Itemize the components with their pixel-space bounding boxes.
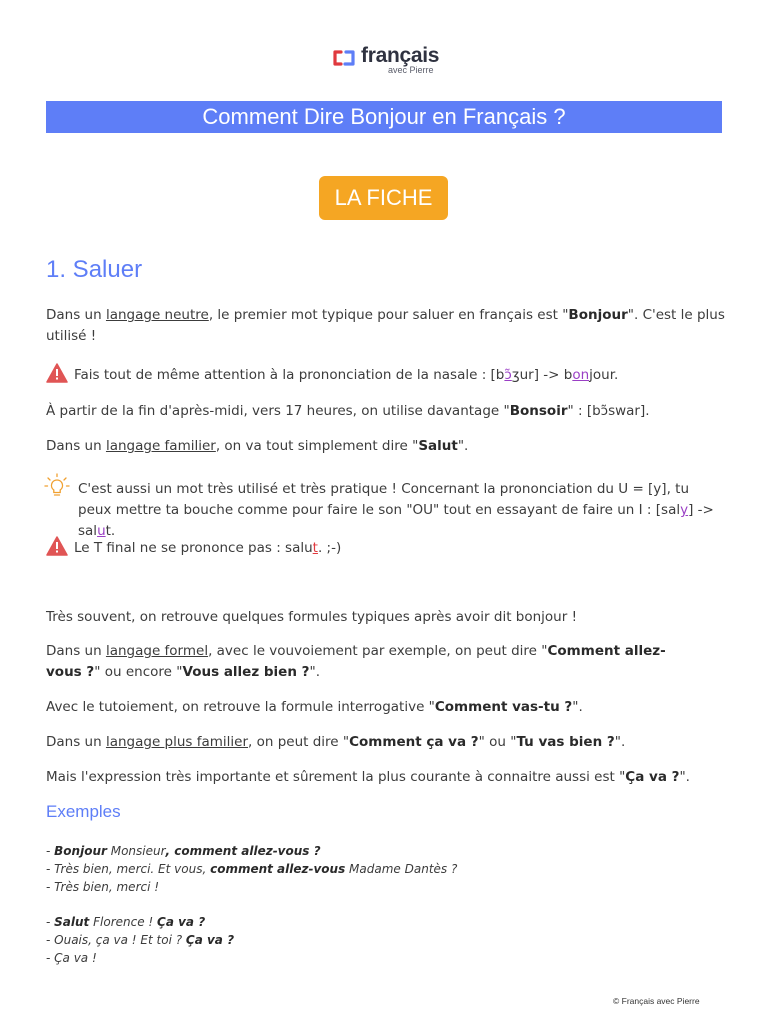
examples-heading: Exemples xyxy=(46,802,121,821)
warning-icon xyxy=(46,363,68,383)
term-langage-neutre: langage neutre xyxy=(105,307,209,323)
logo-subtitle: avec Pierre xyxy=(388,65,434,75)
paragraph-formules: Très souvent, on retrouve quelques formules typiques après avoir dit bonjour ! xyxy=(46,609,577,625)
paragraph-tutoiement: Avec le tutoiement, on retrouve la formule interrogative "Comment vas-tu ?". xyxy=(46,699,583,715)
term-langage-formel: langage formel xyxy=(105,643,209,659)
term-langage-familier: langage familier xyxy=(105,438,216,454)
example-line: - Ouais, ça va ! Et toi ? Ça va ? xyxy=(46,933,235,947)
example-line: - Très bien, merci. Et vous, comment allez-vous Madame Dantès ? xyxy=(46,862,458,876)
paragraph-bonsoir: À partir de la fin d'après-midi, vers 17 heures, on utilise davantage "Bonsoir" : [bɔ̃swar]. xyxy=(46,403,650,419)
brand-logo xyxy=(332,46,442,76)
logo-word: français xyxy=(361,44,440,67)
paragraph-formel: Dans un langage formel, avec le vouvoiement par exemple, on peut dire "Comment allez-vous ?" ou encore "Vous allez bien ?". xyxy=(46,643,666,680)
lightbulb-icon xyxy=(43,472,71,500)
paragraph-bonjour: Dans un langage neutre, le premier mot typique pour saluer en français est "Bonjour". C'est le plus utilisé ! xyxy=(46,307,725,344)
example-line: - Ça va ! xyxy=(46,951,97,965)
page-title: Comment Dire Bonjour en Français ? xyxy=(46,101,722,133)
warning-t-final: Le T final ne se prononce pas : salut. ;-) xyxy=(74,540,342,556)
section-heading-saluer: 1. Saluer xyxy=(46,256,143,283)
example-line: - Très bien, merci ! xyxy=(46,880,160,894)
warning-icon xyxy=(46,536,68,556)
tip-prononciation-u: C'est aussi un mot très utilisé et très pratique ! Concernant la prononciation du U = [y], tu peux mettre ta bouche comme pour faire le son "OU" tout en essayant de faire un I : [saly] -> salut. xyxy=(78,481,714,539)
paragraph-plus-familier: Dans un langage plus familier, on peut dire "Comment ça va ?" ou "Tu vas bien ?". xyxy=(46,734,626,750)
fiche-badge: LA FICHE xyxy=(319,176,448,220)
example-line: - Bonjour Monsieur, comment allez-vous ? xyxy=(46,844,321,858)
example-line: - Salut Florence ! Ça va ? xyxy=(46,915,206,929)
logo-brackets-icon xyxy=(332,50,356,66)
footer-copyright: © Français avec Pierre xyxy=(613,996,700,1006)
term-langage-plus-familier: langage plus familier xyxy=(105,734,249,750)
paragraph-salut: Dans un langage familier, on va tout simplement dire "Salut". xyxy=(46,438,469,454)
warning-nasale: Fais tout de même attention à la prononciation de la nasale : [bɔ̃ʒur] -> bonjour. xyxy=(74,367,619,383)
paragraph-ca-va: Mais l'expression très importante et sûrement la plus courante à connaitre aussi est "Ça va ?". xyxy=(46,769,690,785)
